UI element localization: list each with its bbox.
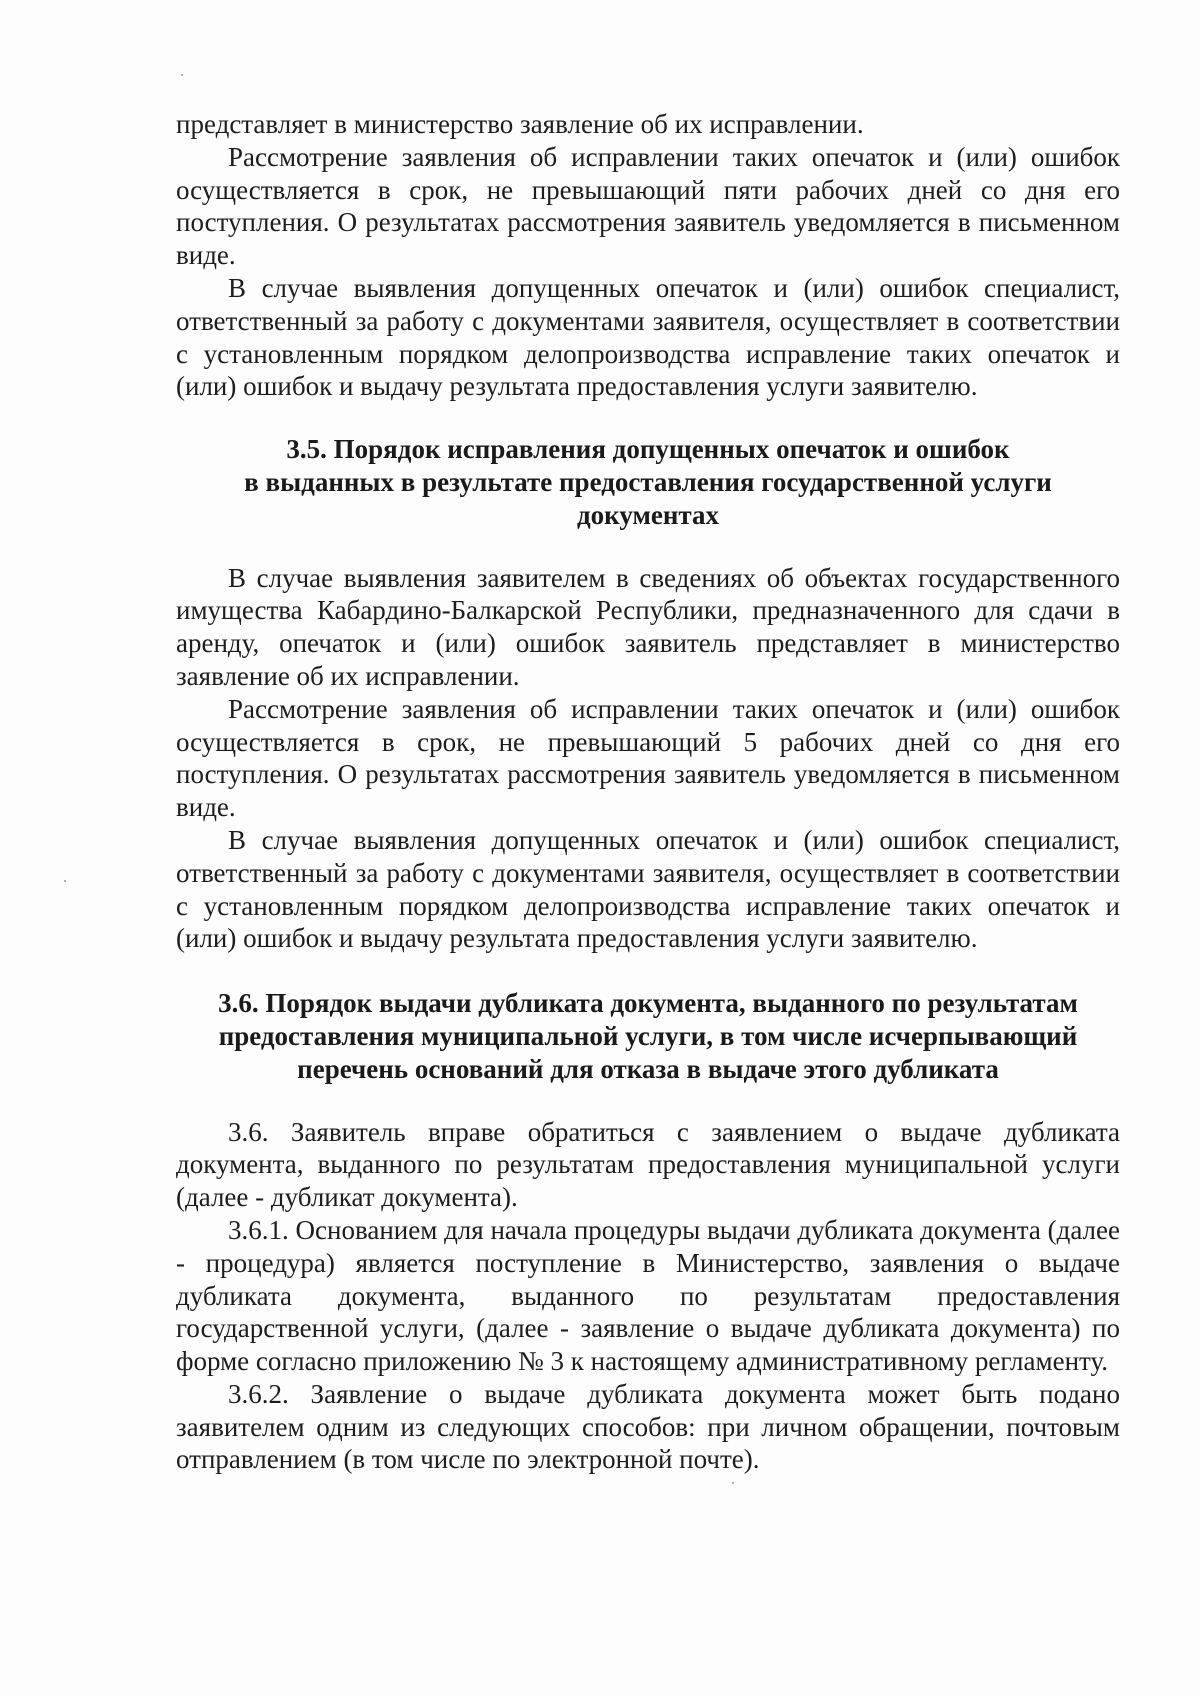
section-3-5-heading-line2: в выданных в результате предоставления государственной услуги — [244, 466, 1052, 497]
section-3-5-heading — [176, 433, 1120, 531]
section-3-5-paragraph-3: В случае выявления допущенных опечаток и (или) ошибок специалист, ответственный за работу с документами заявителя, осуществляет в соответствии с установленным порядком делопроизводства исправление таких опечаток и (или) ошибок и выдачу результата предоставления услуги заявителю. — [176, 824, 1120, 954]
section-3-6-heading-line1: 3.6. Порядок выдачи дубликата документа, выданного по результатам — [218, 988, 1078, 1019]
section-3-6-paragraph-2: 3.6.1. Основанием для начала процедуры выдачи дубликата документа (далее - процедура) является поступление в Министерство, заявления о выдаче дубликата документа, выданного по результатам предоставления государственной услуги, (далее - заявление о выдаче дубликата документа) по форме согласно приложению № 3 к настоящему административному регламенту. — [176, 1214, 1120, 1377]
scan-speck — [64, 880, 66, 882]
section-3-5-heading-line3: документах — [576, 499, 719, 530]
section-3-5-paragraph-2: Рассмотрение заявления об исправлении таких опечаток и (или) ошибок осуществляется в срок, не превышающий 5 рабочих дней со дня его поступления. О результатах рассмотрения заявитель уведомляется в письменном виде. — [176, 693, 1120, 823]
section-3-6-heading-line2: предоставления муниципальной услуги, в том числе исчерпывающий — [218, 1020, 1078, 1051]
document-body — [176, 108, 1120, 1476]
section-3-6-paragraph-3: 3.6.2. Заявление о выдаче дубликата документа может быть подано заявителем одним из следующих способов: при личном обращении, почтовым отправлением (в том числе по электронной почте). — [176, 1378, 1120, 1475]
scan-speck — [181, 74, 183, 76]
paragraph-review-term: Рассмотрение заявления об исправлении таких опечаток и (или) ошибок осуществляется в срок, не превышающий пяти рабочих дней со дня его поступления. О результатах рассмотрения заявитель уведомляется в письменном виде. — [176, 141, 1120, 271]
scan-speck — [732, 1482, 734, 1484]
section-3-5-heading-line1: 3.5. Порядок исправления допущенных опечаток и ошибок — [286, 434, 1010, 465]
section-3-5-paragraph-1: В случае выявления заявителем в сведениях об объектах государственного имущества Кабардино-Балкарской Республики, предназначенного для сдачи в аренду, опечаток и (или) ошибок заявитель представляет в министерство заявление об их исправлении. — [176, 562, 1120, 691]
section-3-6-paragraph-1: 3.6. Заявитель вправе обратиться с заявлением о выдаче дубликата документа, выданного по результатам предоставления муниципальной услуги (далее - дубликат документа). — [176, 1116, 1120, 1213]
section-3-6-heading-line3: перечень оснований для отказа в выдаче этого дубликата — [297, 1053, 999, 1084]
section-3-6-heading — [176, 987, 1120, 1085]
paragraph-error-correction: В случае выявления допущенных опечаток и (или) ошибок специалист, ответственный за работу с документами заявителя, осуществляет в соответствии с установленным порядком делопроизводства исправление таких опечаток и (или) ошибок и выдачу результата предоставления услуги заявителю. — [176, 272, 1120, 402]
paragraph-continuation: представляет в министерство заявление об их исправлении. — [176, 109, 864, 139]
